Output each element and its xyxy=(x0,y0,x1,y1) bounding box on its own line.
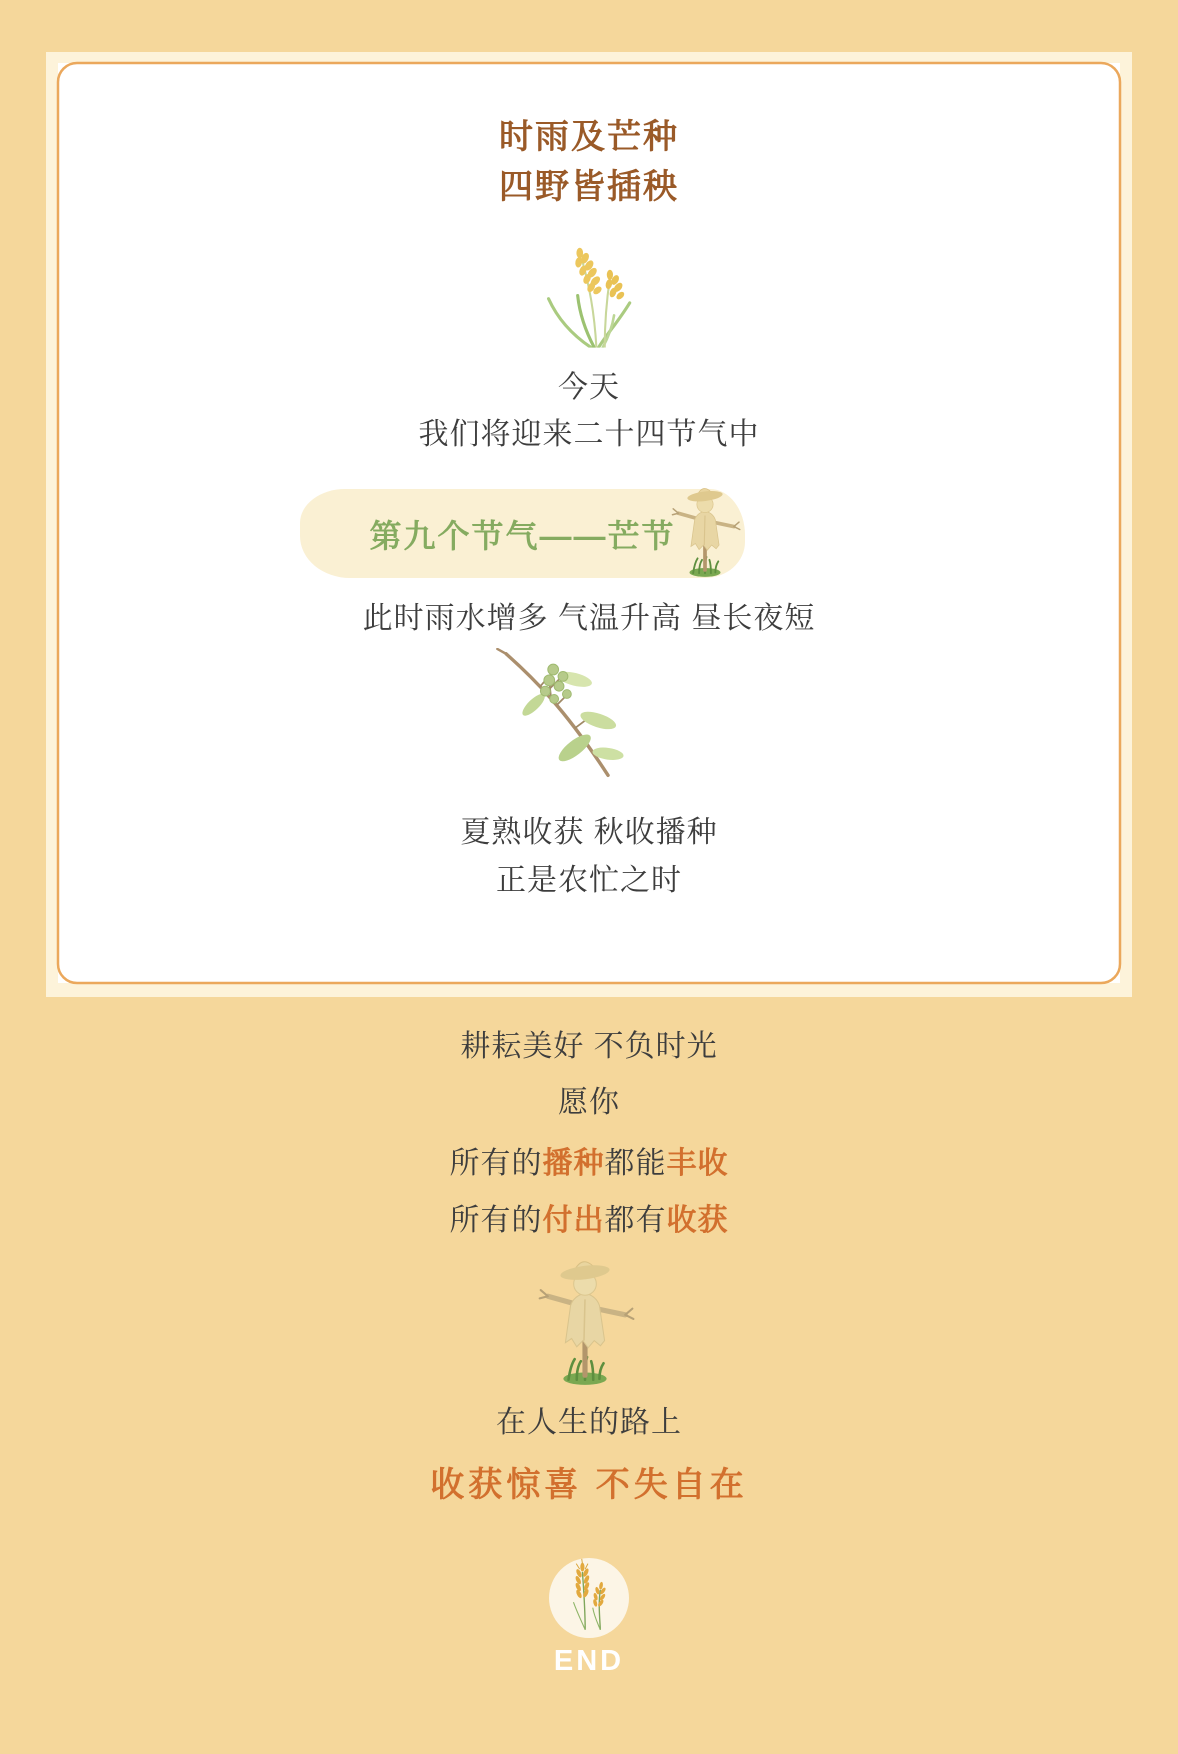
highlight-label: 第九个节气——芒节 xyxy=(369,517,676,554)
blessing-2-accent-2: 收获 xyxy=(666,1204,729,1237)
end-label: END xyxy=(553,1645,625,1677)
poem-title-line-2: 四野皆插秧 xyxy=(499,168,679,206)
blessing-1-text-1: 所有的 xyxy=(449,1147,543,1180)
accent-line: 收获惊喜 不失自在 xyxy=(430,1466,748,1504)
blessing-1-text-2: 都能 xyxy=(604,1147,667,1180)
blessing-line-1 xyxy=(0,1147,1178,1182)
blessing-1-accent-2: 丰收 xyxy=(666,1147,729,1180)
rice-plant-icon xyxy=(534,238,638,348)
blessing-2-text-1: 所有的 xyxy=(449,1204,543,1237)
poem-title-line-1: 时雨及芒种 xyxy=(499,118,679,156)
harvest-line-2: 正是农忙之时 xyxy=(496,864,682,897)
road-line: 在人生的路上 xyxy=(496,1406,682,1439)
wish-line-2: 愿你 xyxy=(558,1086,620,1119)
intro-line-1: 今天 xyxy=(558,371,620,404)
blessing-2-accent-1: 付出 xyxy=(542,1204,605,1237)
wish-line-1: 耕耘美好 不负时光 xyxy=(460,1030,718,1063)
climate-line: 此时雨水增多 气温升高 昼长夜短 xyxy=(362,602,816,635)
scarecrow-icon xyxy=(668,480,742,582)
intro-line-2: 我们将迎来二十四节气中 xyxy=(418,418,760,451)
scarecrow-icon xyxy=(526,1254,644,1388)
harvest-line-1: 夏熟收获 秋收播种 xyxy=(460,816,718,849)
end-badge xyxy=(549,1558,629,1638)
blessing-1-accent-1: 播种 xyxy=(542,1147,605,1180)
blessing-2-text-2: 都有 xyxy=(604,1204,667,1237)
wheat-icon xyxy=(559,1546,621,1646)
blessing-line-2 xyxy=(0,1204,1178,1239)
olive-branch-icon xyxy=(486,648,638,790)
